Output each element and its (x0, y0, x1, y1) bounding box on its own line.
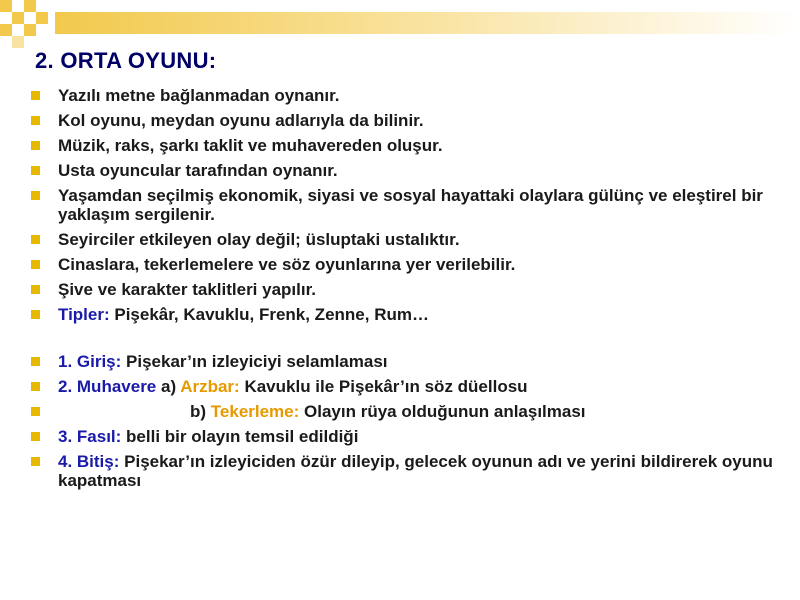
item-text: Kol oyunu, meydan oyunu adlarıyla da bilinir. (58, 111, 424, 130)
list-item (28, 230, 788, 249)
item-text: Cinaslara, tekerlemelere ve söz oyunlarına yer verilebilir. (58, 255, 516, 274)
fasil-label: 3. Fasıl: (58, 427, 122, 446)
item-text: Müzik, raks, şarkı taklit ve muhavereden oluşur. (58, 136, 443, 155)
bullet-list (28, 86, 788, 496)
list-item-bitis (28, 452, 788, 490)
square-bullet-icon (31, 432, 40, 441)
list-item-giris (28, 352, 788, 371)
square-bullet-icon (31, 191, 40, 200)
list-item (28, 186, 788, 224)
list-item-muhavere (28, 377, 788, 396)
muhavere-label: 2. Muhavere (58, 377, 157, 396)
square-bullet-icon (31, 116, 40, 125)
bitis-label: 4. Bitiş: (58, 452, 120, 471)
square-bullet-icon (31, 91, 40, 100)
list-item (28, 111, 788, 130)
list-item-tipler (28, 305, 788, 324)
giris-label: 1. Giriş: (58, 352, 122, 371)
arzbar-text: Kavuklu ile Pişekâr’ın söz düellosu (239, 377, 528, 396)
list-item (28, 161, 788, 180)
bitis-text: Pişekar’ın izleyiciden özür dileyip, gelecek oyunun adı ve yerini bildirerek oyunu kapatması (58, 452, 773, 490)
item-text: Şive ve karakter taklitleri yapılır. (58, 280, 316, 299)
square-bullet-icon (31, 407, 40, 416)
square-bullet-icon (31, 235, 40, 244)
spacer (28, 330, 788, 352)
square-bullet-icon (31, 285, 40, 294)
muhavere-a-prefix: a) (156, 377, 181, 396)
square-bullet-icon (31, 260, 40, 269)
square-bullet-icon (31, 166, 40, 175)
list-item (28, 255, 788, 274)
square-bullet-icon (31, 141, 40, 150)
tipler-text: Pişekâr, Kavuklu, Frenk, Zenne, Rum… (109, 305, 429, 324)
list-item-fasil (28, 427, 788, 446)
muhavere-b-prefix: b) (190, 402, 211, 421)
square-bullet-icon (31, 457, 40, 466)
list-item (28, 280, 788, 299)
giris-text: Pişekar’ın izleyiciyi selamlaması (121, 352, 388, 371)
item-text: Usta oyuncular tarafından oynanır. (58, 161, 338, 180)
tipler-label: Tipler: (58, 305, 110, 324)
fasil-text: belli bir olayın temsil edildiği (121, 427, 359, 446)
item-text: Yazılı metne bağlanmadan oynanır. (58, 86, 340, 105)
square-bullet-icon (31, 310, 40, 319)
square-bullet-icon (31, 382, 40, 391)
item-text: Yaşamdan seçilmiş ekonomik, siyasi ve sosyal hayattaki olaylara gülünç ve eleştirel bir yaklaşım sergilenir. (58, 186, 763, 224)
list-item-tekerleme (28, 402, 788, 421)
tekerleme-text: Olayın rüya olduğunun anlaşılması (299, 402, 586, 421)
arzbar-label: Arzbar: (180, 377, 240, 396)
square-bullet-icon (31, 357, 40, 366)
tekerleme-label: Tekerleme: (210, 402, 300, 421)
list-item (28, 136, 788, 155)
item-text: Seyirciler etkileyen olay değil; üsluptaki ustalıktır. (58, 230, 460, 249)
list-item (28, 86, 788, 105)
slide-title: 2. ORTA OYUNU: (35, 48, 217, 73)
